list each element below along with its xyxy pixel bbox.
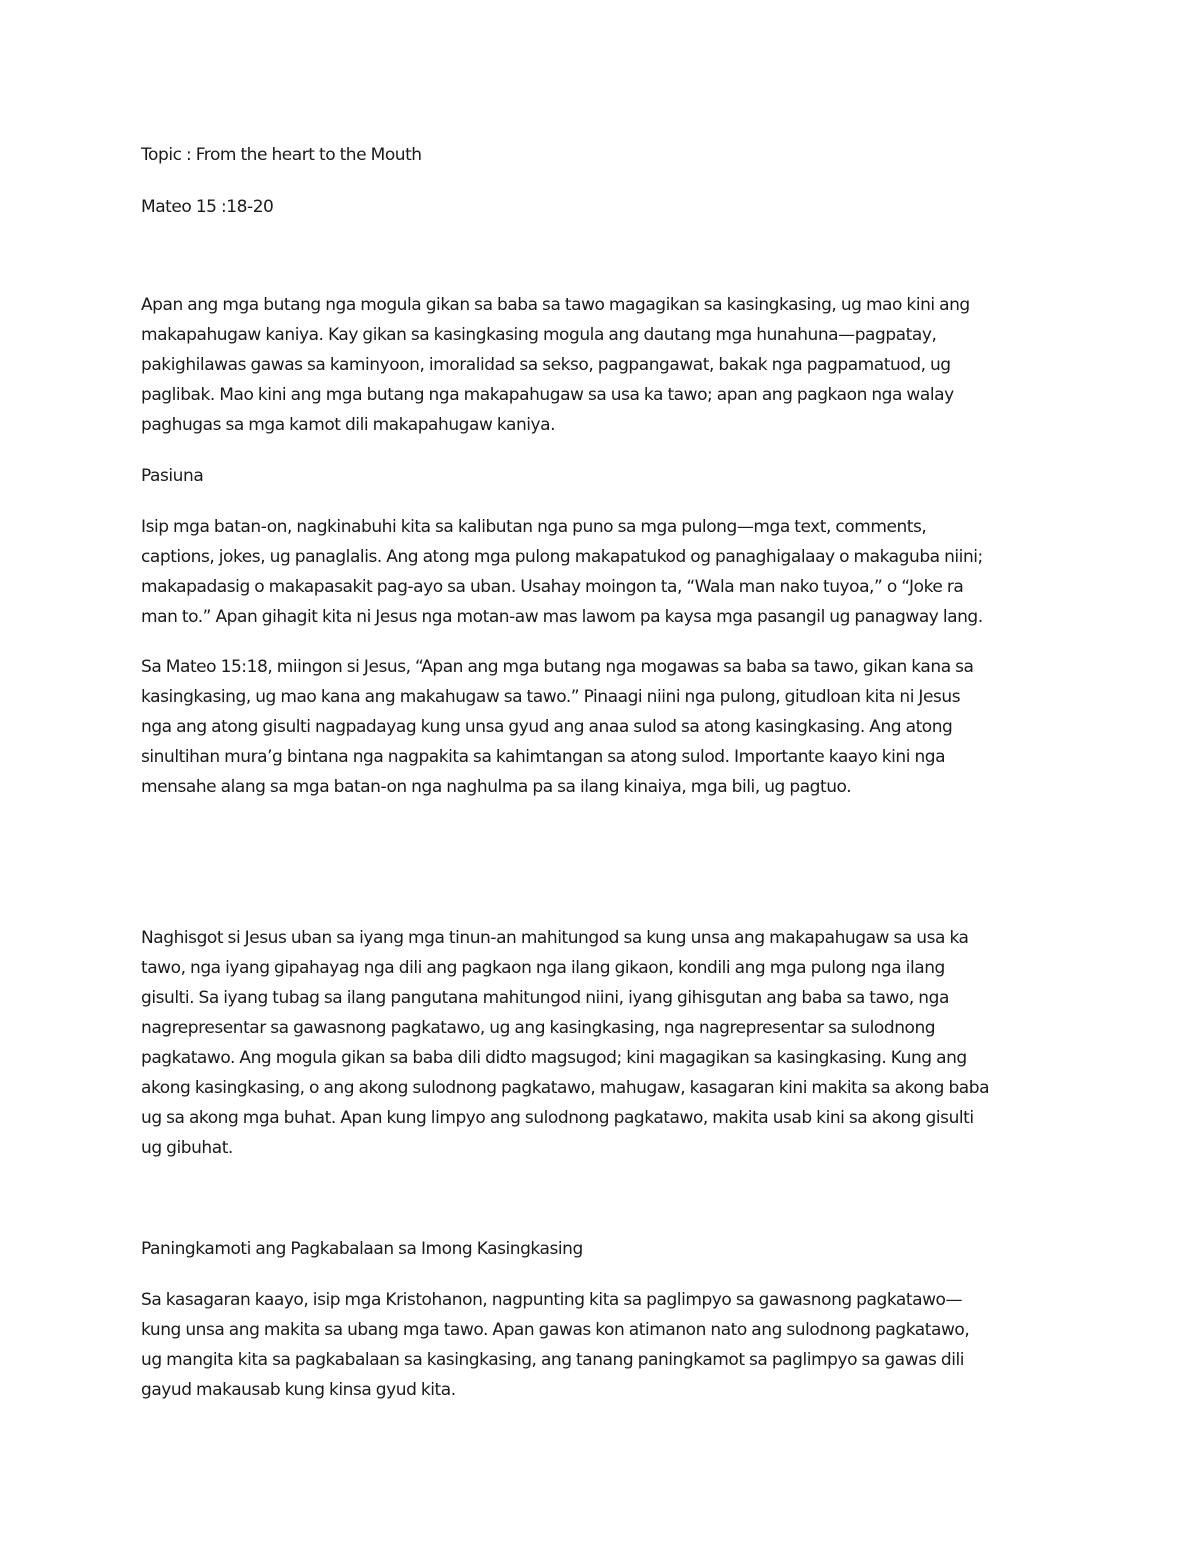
text-line: pakighilawas gawas sa kaminyoon, imoralidad sa sekso, pagpangawat, bakak nga pagpamatuod, ug [141, 355, 951, 375]
text-line: kung unsa ang makita sa ubang mga tawo. Apan gawas kon atimanon nato ang sulodnong pagkatawo, [141, 1320, 970, 1340]
text-line: man to.” Apan gihagit kita ni Jesus nga motan-aw mas lawom pa kaysa mga pasangil ug panagway lang. [141, 607, 983, 627]
text-line: ug sa akong mga buhat. Apan kung limpyo ang sulodnong pagkatawo, makita usab kini sa akong gisulti [141, 1108, 974, 1128]
text-line: Sa kasagaran kaayo, isip mga Kristohanon, nagpunting kita sa paglimpyo sa gawasnong pagkatawo— [141, 1290, 963, 1310]
text-line: gayud makausab kung kinsa gyud kita. [141, 1380, 456, 1400]
text-line: Naghisgot si Jesus uban sa iyang mga tinun-an mahitungod sa kung unsa ang makapahugaw sa usa ka [141, 928, 969, 948]
text-line: captions, jokes, ug panaglalis. Ang atong mga pulong makapatukod og panaghigalaay o makaguba niini; [141, 547, 983, 567]
text-line: akong kasingkasing, o ang akong sulodnong pagkatawo, mahugaw, kasagaran kini makita sa akong baba [141, 1078, 990, 1098]
text-line: kasingkasing, ug mao kana ang makahugaw sa tawo.” Pinaagi niini nga pulong, gitudloan kita ni Jesus [141, 687, 961, 707]
text-line: pagkatawo. Ang mogula gikan sa baba dili didto magsugod; kini magagikan sa kasingkasing. Kung ang [141, 1048, 967, 1068]
text-line: makapahugaw kaniya. Kay gikan sa kasingkasing mogula ang dautang mga hunahuna—pagpatay, [141, 325, 937, 345]
text-line: tawo, nga iyang gipahayag nga dili ang pagkaon nga ilang gikaon, kondili ang mga pulong nga ilang [141, 958, 945, 978]
text-line: nagrepresentar sa gawasnong pagkatawo, ug ang kasingkasing, nga nagrepresentar sa sulodnong [141, 1018, 936, 1038]
section-heading-pagkabalaan: Paningkamoti ang Pagkabalaan sa Imong Kasingkasing [141, 1239, 583, 1259]
text-line: makapadasig o makapasakit pag-ayo sa uban. Usahay moingon ta, “Wala man nako tuyoa,” o “Joke ra [141, 577, 964, 597]
text-line: Sa Mateo 15:18, miingon si Jesus, “Apan ang mga butang nga mogawas sa baba sa tawo, gikan kana sa [141, 657, 974, 677]
section-heading-pasiuna: Pasiuna [141, 466, 204, 486]
text-line: gisulti. Sa iyang tubag sa ilang pangutana mahitungod niini, iyang gihisgutan ang baba sa tawo, nga [141, 988, 949, 1008]
text-line: nga ang atong gisulti nagpadayag kung unsa gyud ang anaa sulod sa atong kasingkasing. Ang atong [141, 717, 953, 737]
text-line: paglibak. Mao kini ang mga butang nga makapahugaw sa usa ka tawo; apan ang pagkaon nga walay [141, 385, 954, 405]
text-line: mensahe alang sa mga batan-on nga naghulma pa sa ilang kinaiya, mga bili, ug pagtuo. [141, 777, 852, 797]
text-line: ug mangita kita sa pagkabalaan sa kasingkasing, ang tanang paningkamot sa paglimpyo sa gawas dili [141, 1350, 965, 1370]
topic-title: Topic : From the heart to the Mouth [141, 145, 422, 165]
text-line: Apan ang mga butang nga mogula gikan sa baba sa tawo magagikan sa kasingkasing, ug mao kini ang [141, 295, 970, 315]
text-line: Isip mga batan-on, nagkinabuhi kita sa kalibutan nga puno sa mga pulong—mga text, comments, [141, 517, 927, 537]
scripture-reference: Mateo 15 :18-20 [141, 197, 274, 217]
text-line: sinultihan mura’g bintana nga nagpakita sa kahimtangan sa atong sulod. Importante kaayo kini nga [141, 747, 946, 767]
text-line: ug gibuhat. [141, 1138, 233, 1158]
text-line: paghugas sa mga kamot dili makapahugaw kaniya. [141, 415, 556, 435]
